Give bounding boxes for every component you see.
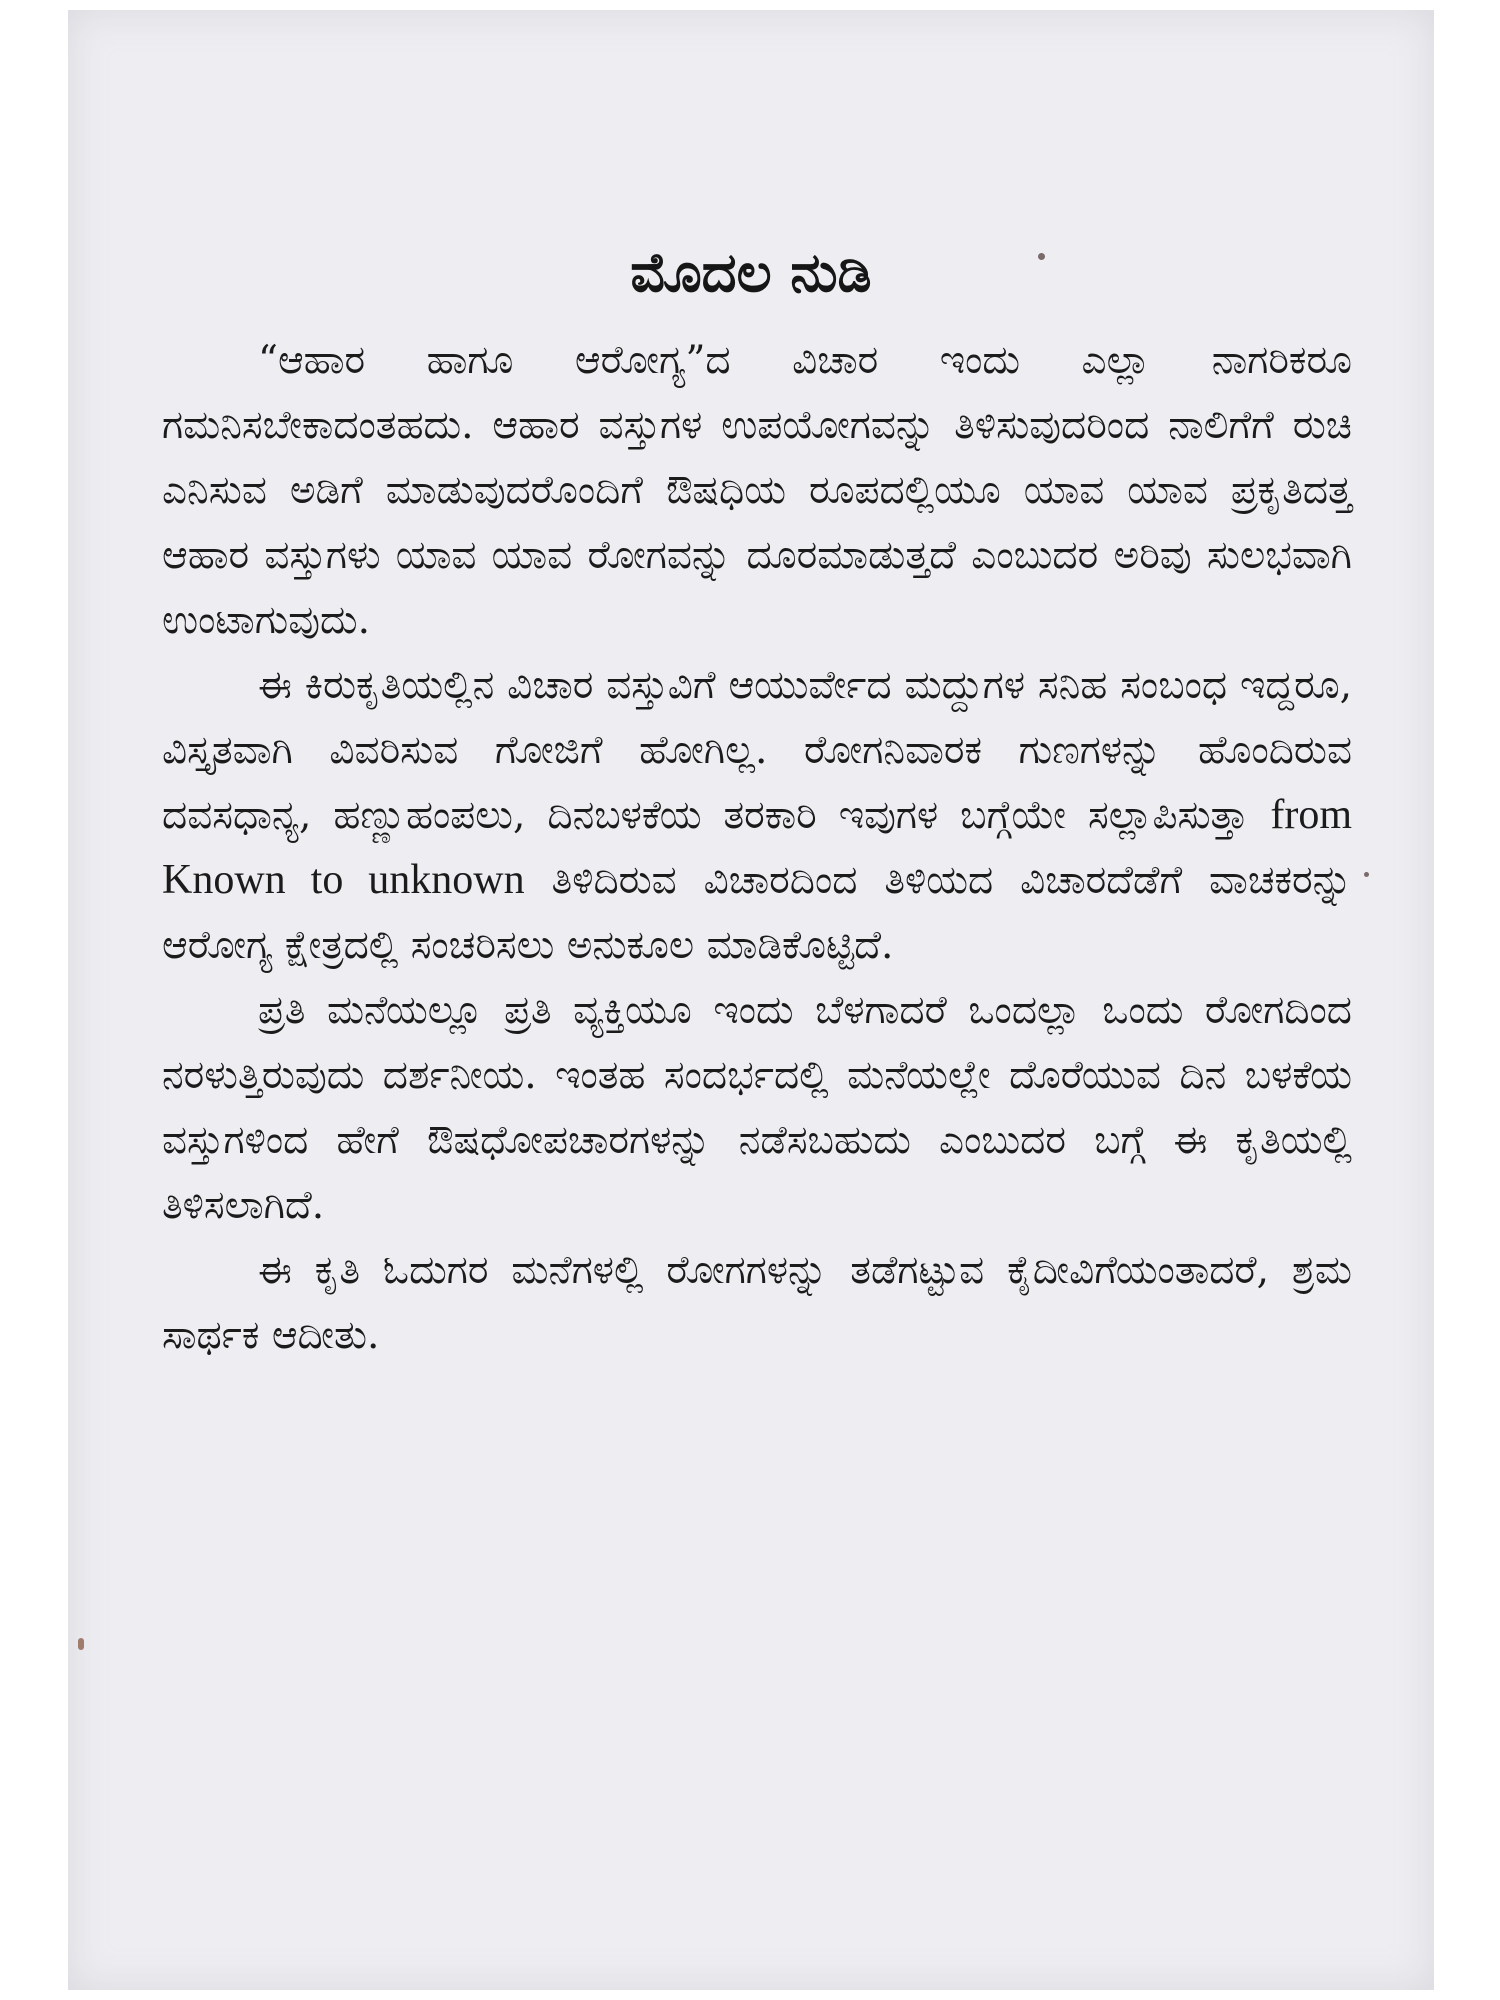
paragraph-2-kannada-start: ಈ ಕಿರುಕೃತಿಯಲ್ಲಿನ ವಿಚಾರ ವಸ್ತುವಿಗೆ ಆಯುರ್ವೇದ ಮದ್ದುಗಳ ಸನಿಹ ಸಂಬಂಧ ಇದ್ದರೂ, ವಿಸ್ತೃತವಾಗಿ ವಿವರಿಸುವ ಗೋಜಿಗೆ ಹೋಗಿಲ್ಲ. ರೋಗನಿವಾರಕ ಗುಣಗಳನ್ನು ಹೊಂದಿರುವ ದವಸಧಾನ್ಯ, ಹಣ್ಣುಹಂಪಲು, ದಿನಬಳಕೆಯ ತರಕಾರಿ ಇವುಗಳ ಬಗ್ಗೆಯೇ ಸಲ್ಲಾಪಿಸುತ್ತಾ	[162, 663, 1352, 838]
paragraph-2	[162, 653, 1352, 978]
english-phrase: from Known to unknown	[162, 792, 1352, 903]
ink-speck	[1364, 872, 1369, 877]
preface-body	[162, 328, 1352, 1368]
paragraph-4: ಈ ಕೃತಿ ಓದುಗರ ಮನೆಗಳಲ್ಲಿ ರೋಗಗಳನ್ನು ತಡೆಗಟ್ಟುವ ಕೈದೀವಿಗೆಯಂತಾದರೆ, ಶ್ರಮ ಸಾರ್ಥಕ ಆದೀತು.	[162, 1248, 1352, 1358]
page-title: ಮೊದಲ ನುಡಿ	[630, 241, 872, 304]
paragraph-1: “ಆಹಾರ ಹಾಗೂ ಆರೋಗ್ಯ”ದ ವಿಚಾರ ಇಂದು ಎಲ್ಲಾ ನಾಗರಿಕರೂ ಗಮನಿಸಬೇಕಾದಂತಹದು. ಆಹಾರ ವಸ್ತುಗಳ ಉಪಯೋಗವನ್ನು ತಿಳಿಸುವುದರಿಂದ ನಾಲಿಗೆಗೆ ರುಚಿ ಎನಿಸುವ ಅಡಿಗೆ ಮಾಡುವುದರೊಂದಿಗೆ ಔಷಧಿಯ ರೂಪದಲ್ಲಿಯೂ ಯಾವ ಯಾವ ಪ್ರಕೃತಿದತ್ತ ಆಹಾರ ವಸ್ತುಗಳು ಯಾವ ಯಾವ ರೋಗವನ್ನು ದೂರಮಾಡುತ್ತದೆ ಎಂಬುದರ ಅರಿವು ಸುಲಭವಾಗಿ ಉಂಟಾಗುವುದು.	[162, 338, 1352, 643]
paragraph-3: ಪ್ರತಿ ಮನೆಯಲ್ಲೂ ಪ್ರತಿ ವ್ಯಕ್ತಿಯೂ ಇಂದು ಬೆಳಗಾದರೆ ಒಂದಲ್ಲಾ ಒಂದು ರೋಗದಿಂದ ನರಳುತ್ತಿರುವುದು ದರ್ಶನೀಯ. ಇಂತಹ ಸಂದರ್ಭದಲ್ಲಿ ಮನೆಯಲ್ಲೇ ದೊರೆಯುವ ದಿನ ಬಳಕೆಯ ವಸ್ತುಗಳಿಂದ ಹೇಗೆ ಔಷಧೋಪಚಾರಗಳನ್ನು ನಡೆಸಬಹುದು ಎಂಬುದರ ಬಗ್ಗೆ ಈ ಕೃತಿಯಲ್ಲಿ ತಿಳಿಸಲಾಗಿದೆ.	[162, 988, 1352, 1228]
book-page	[68, 10, 1434, 1990]
ink-speck	[78, 1638, 84, 1650]
paragraph-2-kannada-end: ತಿಳಿದಿರುವ ವಿಚಾರದಿಂದ ತಿಳಿಯದ ವಿಚಾರದೆಡೆಗೆ ವಾಚಕರನ್ನು ಆರೋಗ್ಯ ಕ್ಷೇತ್ರದಲ್ಲಿ ಸಂಚರಿಸಲು ಅನುಕೂಲ ಮಾಡಿಕೊಟ್ಟಿದೆ.	[162, 858, 1352, 968]
